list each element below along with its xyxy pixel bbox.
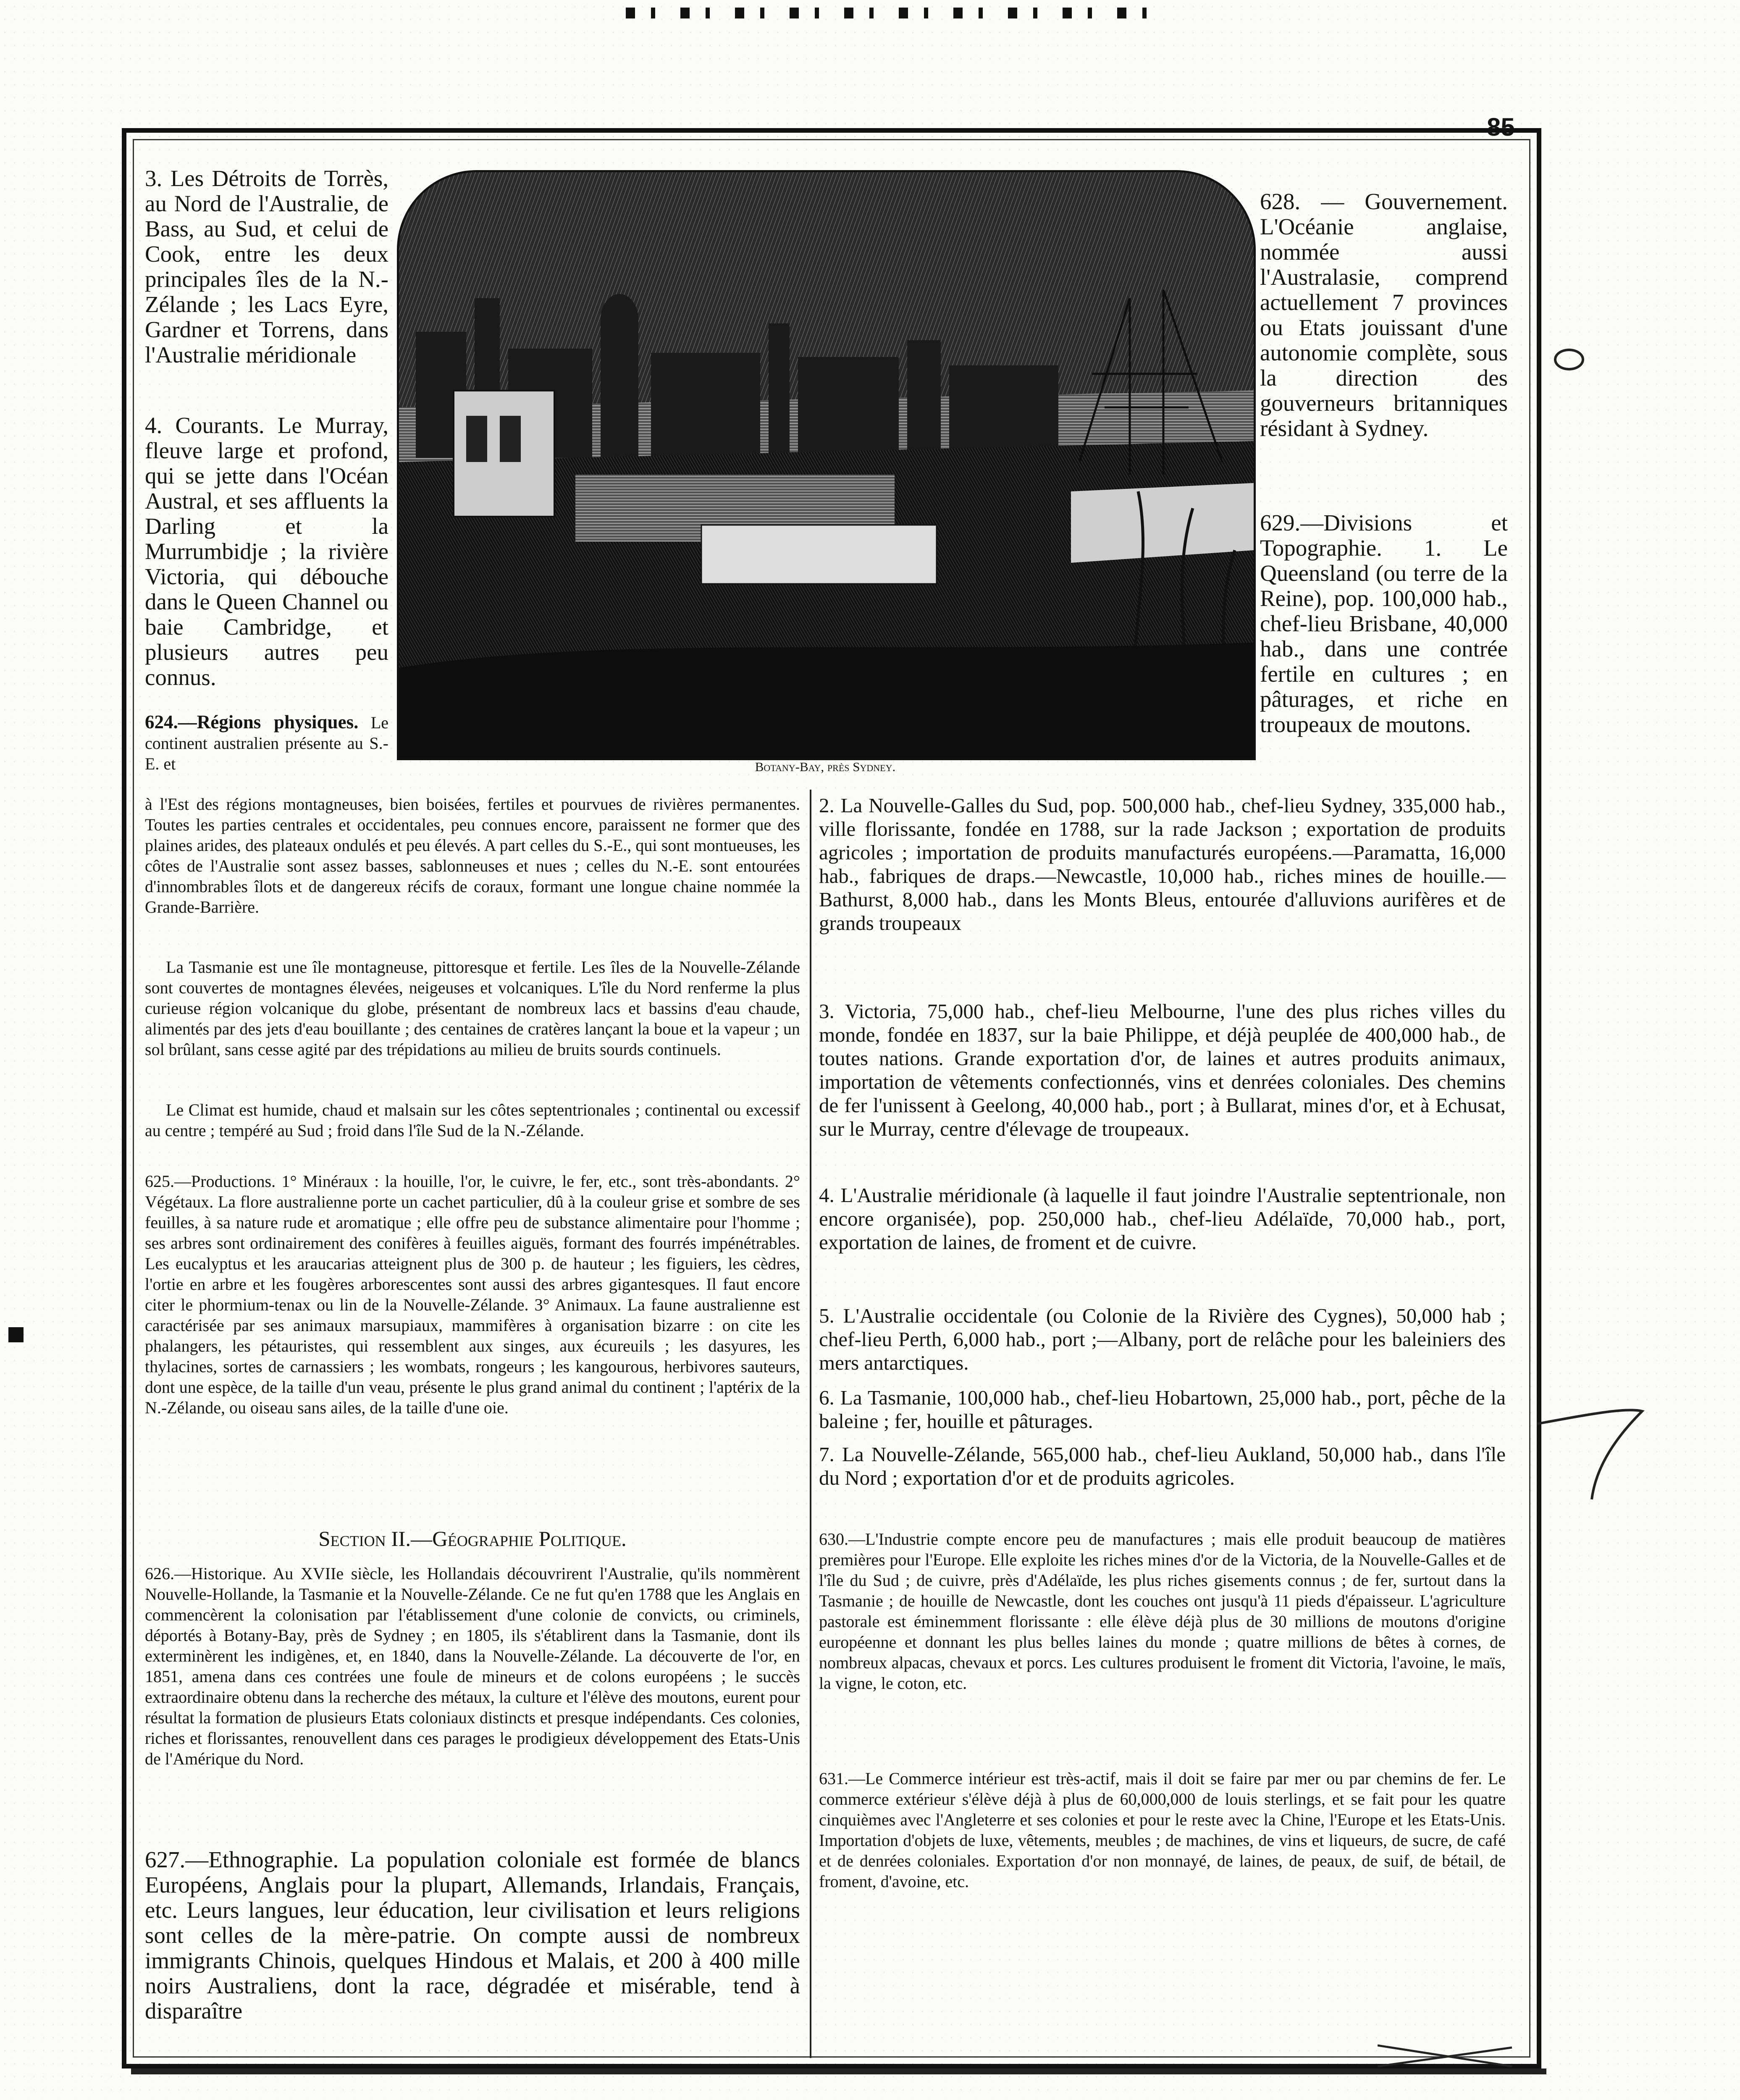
paragraph-australie-meridionale: 4. L'Australie méridionale (à laquelle il faut joindre l'Australie septentrionale, non encore organisée), pop. 250,000 hab., chef-lieu Adélaïde, 70,000 hab., port, exportation de laines, de froment et de cuivre. — [819, 1184, 1506, 1254]
paragraph-gouvernement: 628. — Gouvernement. L'Océanie anglaise, nommée aussi l'Australasie, comprend actuellement 7 provinces ou Etats jouissant d'une autonomie complète, sous la direction des gouverneurs britanniques résidant à Sydney. — [1260, 189, 1508, 441]
paragraph-australie-occidentale: 5. L'Australie occidentale (ou Colonie de la Rivière des Cygnes), 50,000 hab ; chef-lieu Perth, 6,000 hab., port ;—Albany, port de relâche pour les baleiniers des mers antarctiques. — [819, 1304, 1506, 1374]
paragraph-climat: Le Climat est humide, chaud et malsain sur les côtes septentrionales ; continental ou excessif au centre ; tempéré au Sud ; froid dans l'île Sud de la N.-Zélande. — [145, 1100, 800, 1140]
paragraph-commerce: 631.—Le Commerce intérieur est très-actif, mais il doit se faire par mer ou par chemins de fer. Le commerce extérieur s'élève déjà à plus de 60,000,000 de louis sterlings, et se fait pour les quatre cinquièmes avec l'Angleterre et ses colonies et pour le reste avec la Chine, l'Europe et les Etats-Unis. Importation d'objets de luxe, vêtements, meubles ; de machines, de vins et liqueurs, de sucre, de café et de denrées coloniales. Exportation d'or non monnayé, de laines, de peaux, de suif, de bétail, de froment, d'avoine, etc. — [819, 1769, 1506, 1891]
page-number: 85 — [1487, 113, 1515, 141]
paragraph-victoria: 3. Victoria, 75,000 hab., chef-lieu Melbourne, l'une des plus riches villes du monde, fondée en 1837, sur la baie Philippe, et déjà peuplée de 400,000 hab., de toutes nations. Grande exportation d'or, de laines et autres produits animaux, importation de vêtements confectionnés, vins et denrées coloniales. Des chemins de fer l'unissent à Geelong, 40,000 hab., port ; à Bullarat, mines d'or, et à Echusat, sur le Murray, centre d'élevage de troupeaux. — [819, 1000, 1506, 1140]
paragraph-624-body: à l'Est des régions montagneuses, bien boisées, fertiles et pourvues de rivières permanentes. Toutes les parties centrales et occidentales, peu connues encore, paraissent ne former que des plaines arides, des plateaux ondulés et peu élevés. A part celles du S.-E., qui sont montueuses, les côtes de l'Australie sont assez basses, sablonneuses et nues ; celles du N.-E. sont entourées d'innombrables îlots et de dangereux récifs de coraux, formant une longue chaine nommée la Grande-Barrière. — [145, 795, 800, 916]
paragraph-nouvelle-galles: 2. La Nouvelle-Galles du Sud, pop. 500,000 hab., chef-lieu Sydney, 335,000 hab., ville florissante, fondée en 1788, sur la rade Jackson ; exportation de produits agricoles ; importation de produits manufacturés européens.—Paramatta, 16,000 hab., fabriques de draps.—Newcastle, 10,000 hab., riches mines de houille.—Bathurst, 8,000 hab., dans les Monts Bleus, entourée d'alluvions aurifères et de grands troupeaux — [819, 794, 1506, 934]
paragraph-nouvelle-zelande: 7. La Nouvelle-Zélande, 565,000 hab., chef-lieu Aukland, 50,000 hab., dans l'île du Nord ; exportation d'or et de produits agricoles. — [819, 1443, 1506, 1489]
paragraph-tasmanie-province: 6. La Tasmanie, 100,000 hab., chef-lieu Hobartown, 25,000 hab., port, pêche de la baleine ; fer, houille et pâturages. — [819, 1386, 1506, 1433]
section-title: Section II.—Géographie Politique. — [318, 1528, 627, 1551]
paragraph-624-start — [145, 712, 388, 774]
engraving-illustration — [397, 170, 1256, 760]
scan-marks — [626, 8, 1147, 18]
paragraph-historique: 626.—Historique. Au XVIIe siècle, les Hollandais découvrirent l'Australie, qu'ils nommèrent Nouvelle-Hollande, la Tasmanie et la Nouvelle-Zélande. Ce ne fut qu'en 1788 que les Anglais en commencèrent la colonisation par l'établissement d'une colonie de convicts, ou criminels, déportés à Botany-Bay, près de Sydney ; en 1805, ils s'établirent dans la Tasmanie, dont ils exterminèrent les indigènes, et, en 1840, dans la Nouvelle-Zélande. La découverte de l'or, en 1851, amena dans ces contrées une foule de mineurs et de colons européens ; le succès extraordinaire obtenu dans la recherche des métaux, la culture et l'élève des moutons, eurent pour résultat la formation de plusieurs Etats coloniaux distincts et presque indépendants. Ces colonies, riches et florissantes, renouvellent dans ces parages le prodigieux développement des Etats-Unis de l'Amérique du Nord. — [145, 1564, 800, 1768]
frame-shadow — [131, 2068, 1546, 2074]
paragraph-ethnographie: 627.—Ethnographie. La population coloniale est formée de blancs Européens, Anglais pour la plupart, Allemands, Irlandais, Français, etc. Leurs langues, leur éducation, leur civilisation et leurs religions sont celles de la mère-patrie. On compte aussi de nombreux immigrants Chinois, quelques Hindous et Malais, et 200 à 400 mille noirs Australiens, dont la race, dégradée et misérable, tend à disparaître — [145, 1847, 800, 2024]
binding-mark — [8, 1327, 24, 1342]
harbour-engraving-svg — [399, 172, 1254, 758]
image-caption: Botany-Bay, près Sydney. — [755, 759, 896, 774]
pen-stroke-mark — [1533, 1399, 1659, 1516]
paragraph-tasmanie: La Tasmanie est une île montagneuse, pittoresque et fertile. Les îles de la Nouvelle-Zélande sont couvertes de montagnes élevées, neigeuses et volcaniques. L'île du Nord renferme la plus curieuse région volcanique du globe, présentant de nombreux lacs et bassins d'eau chaude, alimentés par des jets d'eau bouillante ; des centaines de cratères lançant la boue et la vapeur ; un sol brûlant, sans cesse agité par des trépidations au milieu de bruits sourds continuels. — [145, 958, 800, 1059]
paragraph-courants: 4. Courants. Le Murray, fleuve large et profond, qui se jette dans l'Océan Austral, et ses affluents la Darling et la Murrumbidje ; la rivière Victoria, qui débouche dans le Queen Channel ou baie Cambridge, et plusieurs autres peu connus. — [145, 412, 388, 690]
section-heading-624: 624.—Régions physiques. — [145, 711, 359, 732]
paragraph-productions: 625.—Productions. 1° Minéraux : la houille, l'or, le cuivre, le fer, etc., sont très-abondants. 2° Végétaux. La flore australienne porte un cachet particulier, dû à la couleur grise et sombre de ses feuilles, à sa nature rude et aromatique ; elle offre peu de substance alimentaire pour l'homme ; ses arbres sont ordinairement des conifères à feuilles aiguës, formant des fourrés impénétrables. Les eucalyptus et les araucarias atteignent plus de 300 p. de hauteur ; les figuiers, les cèdres, l'ortie en arbre et les fougères arborescentes sont aussi des arbres gigantesques. Il faut encore citer le phormium-tenax ou lin de la Nouvelle-Zélande. 3° Animaux. La faune australienne est caractérisée par ses animaux marsupiaux, mammifères à organisation bizarre : on cite les phalangers, les pétauristes, qui ressemblent aux singes, aux écureuils ; les dasyures, les thylacines, sortes de carnassiers ; les wombats, rongeurs ; les kangourous, herbivores sauteurs, dont une espèce, de la taille d'un veau, présente le plus grand animal du continent ; l'aptérix de la N.-Zélande, ou oiseau sans ailes, de la taille d'une oie. — [145, 1172, 800, 1417]
paragraph-detroits: 3. Les Détroits de Torrès, au Nord de l'Australie, de Bass, au Sud, et celui de Cook, entre les deux principales îles de la N.-Zélande ; les Lacs Eyre, Gardner et Torrens, dans l'Australie méridionale — [145, 165, 388, 368]
column-divider — [810, 790, 811, 2058]
margin-mark — [1554, 349, 1584, 370]
paragraph-industrie: 630.—L'Industrie compte encore peu de manufactures ; mais elle produit beaucoup de matières premières pour l'Europe. Elle exploite les riches mines d'or de la Victoria, de la Nouvelle-Galles et de l'île du Sud ; de cuivre, près d'Adélaïde, les plus riches gisements connus ; de fer, surtout dans la Tasmanie ; de houille de Newcastle, dont les couches ont jusqu'à 11 pieds d'épaisseur. L'agriculture pastorale est éminemment florissante : elle élève déjà plus de 30 millions de moutons d'origine européenne et donnant les plus belles laines du monde ; quatre millions de bêtes à cornes, de nombreux alpacas, chevaux et porcs. Les cultures produisent le froment dit Victoria, l'avoine, le maïs, la vigne, le coton, etc. — [819, 1530, 1506, 1693]
paragraph-624-intro: Le continent australien présente au S.-E. et — [145, 713, 388, 773]
pen-stroke-mark-bottom — [1378, 2041, 1516, 2075]
paragraph-divisions: 629.—Divisions et Topographie. 1. Le Queensland (ou terre de la Reine), pop. 100,000 hab., chef-lieu Brisbane, 40,000 hab., dans une contrée fertile en cultures ; en pâturages, et riche en troupeaux de moutons. — [1260, 510, 1508, 737]
